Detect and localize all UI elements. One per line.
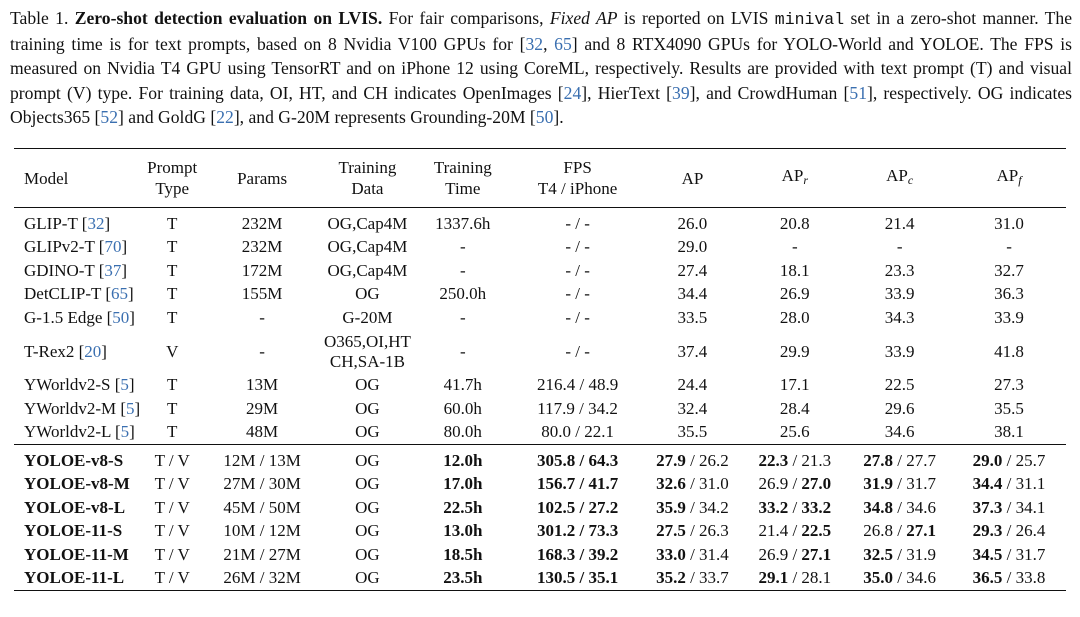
yoloe-rows: [14, 445, 1066, 591]
cell-ap-f: 36.3: [994, 284, 1024, 304]
cell-data: OG,Cap4M: [327, 260, 408, 280]
cell-ap-c: 31.9 / 31.7: [863, 474, 937, 494]
cell-ap-c: 33.9: [884, 341, 915, 361]
caption-title: Zero-shot detection evaluation on LVIS.: [74, 8, 383, 28]
cell-ap-r: 21.4 / 22.5: [758, 521, 832, 541]
cell-fps: - / -: [565, 237, 590, 257]
cell-data: OG: [355, 450, 380, 470]
cell-model: YOLOE-11-M: [24, 544, 129, 564]
cell-model: YOLOE-11-L: [24, 568, 125, 588]
value-visual-prompt: 34.6: [906, 568, 937, 588]
table-row: [14, 236, 1066, 260]
baseline-rows: [14, 208, 1066, 445]
cell-fps: - / -: [565, 307, 590, 327]
table-row: [14, 421, 1066, 445]
cell-time: 13.0h: [443, 521, 483, 541]
value-text-prompt: 34.4: [972, 474, 1003, 494]
cell-ap-r: 28.4: [779, 398, 810, 418]
citation-link[interactable]: 65: [111, 284, 129, 304]
citation-link[interactable]: 20: [84, 341, 102, 361]
cell-ap-f: 31.0: [994, 213, 1024, 233]
table-header: [14, 149, 1066, 208]
cell-ap-f: 35.5: [994, 398, 1024, 418]
cell-ap-r: 33.2 / 33.2: [758, 497, 832, 517]
cell-time: -: [459, 237, 466, 257]
header-text: AP: [886, 166, 908, 185]
value-text-prompt: 21.4: [758, 521, 789, 541]
cell-data: OG,Cap4M: [327, 213, 408, 233]
cell-data: OG: [355, 544, 380, 564]
value-text-prompt: 29.1: [758, 568, 789, 588]
cell-model: YOLOE-v8-M: [24, 474, 130, 494]
table-row: [14, 374, 1066, 398]
table-row: [14, 208, 1066, 236]
cell-ap-f: 34.4 / 31.1: [972, 474, 1046, 494]
cell-ap: 27.9 / 26.2: [656, 450, 729, 470]
cell-ap-c: -: [896, 237, 903, 257]
caption-text: ], and G-20M represents Grounding-20M [: [233, 106, 536, 127]
cell-model: YOLOE-v8-L: [24, 497, 126, 517]
cell-ap-r: 26.9 / 27.0: [758, 474, 832, 494]
model-name: DetCLIP-T [: [24, 284, 112, 304]
cell-ap: 32.6 / 31.0: [656, 474, 729, 494]
cell-model: [14, 208, 142, 236]
value-text-prompt: 35.0: [863, 568, 894, 588]
cell-fps: - / -: [565, 341, 590, 361]
cell-params: -: [259, 307, 265, 327]
cell-ap-r: 26.9: [779, 284, 810, 304]
value-visual-prompt: 34.2: [699, 497, 729, 517]
cell-fps: 305.8 / 64.3: [536, 450, 619, 470]
cell-fps: 156.7 / 41.7: [536, 474, 619, 494]
value-visual-prompt: 21.3: [801, 450, 832, 470]
table-row: [14, 543, 1066, 567]
cell-ap-f: 27.3: [994, 375, 1024, 395]
caption-text: ,: [543, 34, 555, 55]
bracket: ]: [128, 284, 134, 304]
cell-ap: 27.4: [677, 260, 708, 280]
header-ap-r: [742, 149, 847, 208]
model-name: YWorldv2-L [: [24, 422, 121, 442]
cell-params: -: [259, 341, 265, 361]
value-visual-prompt: 34.1: [1015, 497, 1046, 517]
caption-text: ] and 8 RTX4090 GPUs for YOLO-World and YOLOE. The FPS is measured on Nvidia T4 GPU using TensorRT and on iPhone 12 using CoreML, respectively. Results are provided with text prompt (T) and visual prompt (V) type. For training data, OI, HT, and CH indicates OpenImages [: [10, 34, 1073, 103]
cell-model: [14, 259, 142, 283]
cell-prompt: T / V: [154, 474, 190, 494]
cell-data: [322, 330, 413, 374]
cell-prompt: T: [167, 237, 178, 257]
cell-time: 22.5h: [443, 497, 483, 517]
cell-time: 250.0h: [439, 284, 487, 304]
value-visual-prompt: 27.1: [906, 521, 937, 541]
cell-prompt: T / V: [154, 544, 190, 564]
value-text-prompt: 33.0: [656, 544, 686, 564]
cell-data: OG: [355, 497, 380, 517]
cell-params: 155M: [241, 284, 283, 304]
table-row: [14, 283, 1066, 307]
cell-data: OG: [355, 284, 380, 304]
citation-link[interactable]: 5: [120, 422, 130, 442]
caption-text: ] and GoldG [: [118, 106, 217, 127]
cell-data: OG: [355, 422, 380, 442]
caption-text: ], and CrowdHuman [: [689, 82, 850, 103]
cell-ap-f: 34.5 / 31.7: [972, 544, 1046, 564]
value-visual-prompt: 26.3: [699, 521, 729, 541]
cell-model: [14, 236, 142, 260]
value-text-prompt: 26.8: [863, 521, 894, 541]
value-visual-prompt: 27.0: [801, 474, 832, 494]
header-ap-c: [847, 149, 952, 208]
header-text: T4 / iPhone: [537, 179, 618, 198]
header-subscript: r: [803, 173, 808, 187]
cell-ap-f: 29.3 / 26.4: [972, 521, 1046, 541]
citation-link[interactable]: 22: [216, 106, 234, 127]
cell-prompt: T / V: [154, 497, 190, 517]
header-subscript: c: [907, 173, 914, 187]
cell-data: OG: [355, 398, 380, 418]
cell-time: -: [459, 260, 466, 280]
cell-params: 10M / 12M: [223, 521, 301, 541]
header-text: Prompt: [147, 158, 198, 177]
caption-text: set in a zero-shot manner. The training time is for text prompts, based on 8 Nvidia V100 GPUs for [: [10, 8, 1073, 55]
bracket: ]: [129, 307, 135, 327]
cell-data: OG,Cap4M: [327, 237, 408, 257]
value-text-prompt: 27.5: [656, 521, 686, 541]
cell-ap-r: 29.1 / 28.1: [758, 568, 832, 588]
cell-ap-c: 23.3: [884, 260, 915, 280]
cell-params: 48M: [246, 422, 279, 442]
cell-prompt: T / V: [154, 450, 190, 470]
cell-model: [14, 306, 142, 330]
cell-ap-c: 26.8 / 27.1: [863, 521, 937, 541]
caption-text: ], respectively. OG indicates Objects365 [: [10, 82, 1072, 127]
cell-params: 232M: [241, 213, 283, 233]
model-name: GDINO-T [: [24, 260, 105, 280]
citation-link[interactable]: 5: [126, 398, 135, 418]
cell-params: 45M / 50M: [223, 497, 301, 517]
cell-ap: 33.0 / 31.4: [656, 544, 729, 564]
cell-prompt: T: [167, 213, 178, 233]
value-text-prompt: 26.9: [758, 544, 789, 564]
cell-ap: 26.0: [677, 213, 708, 233]
citation-link[interactable]: 51: [849, 82, 867, 103]
cell-ap-r: 22.3 / 21.3: [758, 450, 832, 470]
cell-ap-c: 34.3: [884, 307, 915, 327]
cell-prompt: T: [167, 260, 178, 280]
value-text-prompt: 32.6: [656, 474, 686, 494]
header-subscript: f: [1018, 173, 1022, 187]
value-text-prompt: 35.2: [656, 568, 686, 588]
cell-data: OG: [355, 568, 380, 588]
cell-params: 26M / 32M: [223, 568, 301, 588]
cell-time: 23.5h: [443, 568, 483, 588]
cell-ap-r: 18.1: [779, 260, 810, 280]
cell-model: [14, 330, 142, 374]
cell-ap: 34.4: [677, 284, 708, 304]
cell-time: 18.5h: [443, 544, 483, 564]
value-text-prompt: 35.9: [656, 497, 686, 517]
value-text-prompt: 29.0: [972, 450, 1003, 470]
caption-fixed-ap: Fixed AP: [549, 8, 618, 28]
citation-link[interactable]: 32: [525, 34, 544, 55]
cell-prompt: T: [167, 398, 178, 418]
cell-ap-c: 27.8 / 27.7: [863, 450, 937, 470]
header-training-time: [413, 149, 513, 208]
model-name: YWorldv2-S [: [24, 375, 121, 395]
cell-ap: 32.4: [677, 398, 708, 418]
value-text-prompt: 27.9: [656, 450, 686, 470]
citation-link[interactable]: 32: [87, 213, 105, 233]
cell-data: G-20M: [342, 307, 393, 327]
citation-link[interactable]: 50: [112, 307, 130, 327]
cell-ap-r: 26.9 / 27.1: [758, 544, 832, 564]
value-visual-prompt: 33.8: [1015, 568, 1046, 588]
value-visual-prompt: 31.0: [699, 474, 729, 494]
table-caption: [10, 6, 1072, 129]
header-training-data: [322, 149, 413, 208]
cell-time: 80.0h: [443, 422, 482, 442]
header-text: Training: [338, 158, 397, 177]
value-text-prompt: 34.5: [972, 544, 1003, 564]
bracket: ]: [129, 422, 135, 442]
cell-ap: 29.0: [677, 237, 708, 257]
header-ap: AP: [681, 168, 704, 188]
cell-fps: 301.2 / 73.3: [536, 521, 619, 541]
value-text-prompt: 31.9: [863, 474, 894, 494]
cell-model: [14, 374, 142, 398]
cell-ap-f: -: [1006, 237, 1012, 257]
cell-fps: 216.4 / 48.9: [536, 375, 619, 395]
value-text-prompt: 29.3: [972, 521, 1003, 541]
cell-ap-c: 34.6: [884, 422, 915, 442]
cell-ap-f: 37.3 / 34.1: [972, 497, 1046, 517]
value-visual-prompt: 26.4: [1015, 521, 1046, 541]
model-name: GLIPv2-T [: [24, 237, 105, 257]
value-text-prompt: 27.8: [863, 450, 894, 470]
cell-time: -: [459, 341, 466, 361]
value-visual-prompt: 31.7: [1015, 544, 1046, 564]
cell-ap-f: 32.7: [994, 260, 1024, 280]
cell-params: 27M / 30M: [223, 474, 301, 494]
results-table: [14, 148, 1066, 591]
cell-prompt: V: [166, 341, 179, 361]
value-visual-prompt: 25.7: [1015, 450, 1046, 470]
table-row: [14, 397, 1066, 421]
cell-ap-r: 28.0: [779, 307, 810, 327]
cell-prompt: T: [167, 375, 178, 395]
header-params: Params: [237, 168, 288, 188]
cell-prompt: T: [167, 422, 178, 442]
cell-ap-r: 25.6: [779, 422, 810, 442]
header-text: Training: [433, 158, 492, 177]
bracket: ]: [134, 398, 141, 418]
cell-ap: 35.2 / 33.7: [656, 568, 729, 588]
cell-ap: 27.5 / 26.3: [656, 521, 729, 541]
value-visual-prompt: 31.9: [906, 544, 937, 564]
table-row: [14, 567, 1066, 591]
cell-params: 21M / 27M: [223, 544, 301, 564]
value-text-prompt: 32.5: [863, 544, 894, 564]
cell-params: 232M: [241, 237, 283, 257]
value-visual-prompt: 31.4: [699, 544, 729, 564]
citation-link[interactable]: 39: [672, 82, 690, 103]
value-text-prompt: 36.5: [972, 568, 1003, 588]
value-visual-prompt: 33.2: [801, 497, 832, 517]
bracket: ]: [104, 213, 111, 233]
cell-ap-r: 29.9: [779, 341, 810, 361]
cell-ap-r: 20.8: [779, 213, 810, 233]
cell-model: YOLOE-11-S: [24, 521, 123, 541]
cell-ap-r: -: [791, 237, 798, 257]
table-row: [14, 496, 1066, 520]
value-visual-prompt: 34.6: [906, 497, 937, 517]
cell-ap: 24.4: [677, 375, 708, 395]
value-visual-prompt: 27.7: [906, 450, 937, 470]
cell-ap: 35.5: [677, 422, 708, 442]
value-visual-prompt: 26.2: [699, 450, 729, 470]
cell-model: [14, 421, 142, 445]
cell-ap-f: 41.8: [994, 341, 1024, 361]
cell-prompt: T / V: [154, 568, 190, 588]
cell-data: OG: [355, 375, 380, 395]
value-text-prompt: 37.3: [972, 497, 1003, 517]
cell-ap: 35.9 / 34.2: [656, 497, 729, 517]
cell-prompt: T: [167, 307, 178, 327]
cell-ap: 33.5: [677, 307, 708, 327]
cell-data: OG: [355, 521, 380, 541]
caption-text: ].: [553, 106, 564, 127]
cell-time: 41.7h: [443, 375, 482, 395]
table-row: [14, 306, 1066, 330]
cell-params: 172M: [241, 260, 283, 280]
citation-link[interactable]: 5: [120, 375, 129, 395]
bracket: ]: [121, 260, 128, 280]
cell-prompt: T: [167, 284, 178, 304]
table-row: [14, 473, 1066, 497]
cell-fps: - / -: [565, 213, 590, 233]
value-visual-prompt: 31.7: [906, 474, 937, 494]
cell-time: 1337.6h: [435, 213, 491, 233]
value-visual-prompt: 27.1: [801, 544, 832, 564]
cell-model: [14, 283, 142, 307]
caption-text: ], HierText [: [581, 82, 673, 103]
value-text-prompt: 33.2: [758, 497, 789, 517]
value-text-prompt: 26.9: [758, 474, 789, 494]
table-row: [14, 330, 1066, 374]
value-visual-prompt: 22.5: [801, 521, 832, 541]
table-row: [14, 445, 1066, 473]
cell-ap-c: 22.5: [884, 375, 915, 395]
citation-link[interactable]: 37: [104, 260, 122, 280]
caption-prefix: Table 1.: [10, 8, 69, 28]
model-name: GLIP-T [: [24, 213, 88, 233]
header-prompt-type: [142, 149, 202, 208]
cell-prompt: T / V: [154, 521, 190, 541]
cell-ap-c: 34.8 / 34.6: [863, 497, 937, 517]
cell-fps: 130.5 / 35.1: [536, 568, 619, 588]
citation-link[interactable]: 52: [100, 106, 118, 127]
cell-ap-f: 36.5 / 33.8: [972, 568, 1046, 588]
cell-time: -: [459, 307, 466, 327]
header-text: AP: [996, 166, 1019, 185]
cell-ap: 37.4: [677, 341, 708, 361]
cell-ap-c: 32.5 / 31.9: [863, 544, 937, 564]
bracket: ]: [128, 375, 135, 395]
cell-time: 60.0h: [443, 398, 482, 418]
cell-data: OG: [355, 474, 380, 494]
caption-text: For fair comparisons,: [388, 8, 544, 28]
citation-link[interactable]: 65: [554, 34, 572, 55]
header-fps: [513, 149, 643, 208]
cell-data-line: O365,OI,HT: [324, 331, 411, 351]
cell-time: 17.0h: [443, 474, 483, 494]
cell-params: 12M / 13M: [223, 450, 301, 470]
cell-ap-f: 29.0 / 25.7: [972, 450, 1046, 470]
model-name: T-Rex2 [: [24, 341, 85, 361]
cell-fps: 117.9 / 34.2: [537, 398, 618, 418]
header-text: Time: [445, 179, 481, 198]
cell-params: 29M: [246, 398, 279, 418]
caption-minival: minival: [774, 10, 845, 29]
cell-fps: 80.0 / 22.1: [541, 422, 614, 442]
header-model: Model: [24, 168, 69, 188]
cell-ap-r: 17.1: [779, 375, 810, 395]
value-visual-prompt: 31.1: [1015, 474, 1046, 494]
citation-link[interactable]: 24: [563, 82, 582, 103]
value-visual-prompt: 33.7: [699, 568, 729, 588]
model-name: G-1.5 Edge [: [24, 307, 113, 327]
header-text: AP: [781, 166, 804, 185]
header-text: Type: [155, 179, 190, 198]
cell-ap-c: 29.6: [884, 398, 915, 418]
caption-text: is reported on LVIS: [623, 8, 769, 28]
cell-ap-c: 35.0 / 34.6: [863, 568, 937, 588]
cell-fps: - / -: [565, 260, 590, 280]
table-row: [14, 520, 1066, 544]
cell-data-line: CH,SA-1B: [329, 351, 405, 371]
cell-ap-c: 33.9: [884, 284, 915, 304]
value-text-prompt: 34.8: [863, 497, 894, 517]
cell-params: 13M: [246, 375, 279, 395]
cell-ap-f: 38.1: [994, 422, 1024, 442]
cell-model: YOLOE-v8-S: [24, 450, 124, 470]
bracket: ]: [101, 341, 107, 361]
cell-model: [14, 397, 142, 421]
header-ap-f: [952, 149, 1066, 208]
cell-fps: 102.5 / 27.2: [536, 497, 619, 517]
model-name: YWorldv2-M [: [24, 398, 127, 418]
cell-ap-c: 21.4: [884, 213, 915, 233]
cell-time: 12.0h: [443, 450, 483, 470]
citation-link[interactable]: 70: [104, 237, 122, 257]
header-text: Data: [351, 179, 384, 198]
header-text: FPS: [563, 158, 592, 177]
citation-link[interactable]: 50: [535, 106, 554, 127]
value-text-prompt: 22.3: [758, 450, 789, 470]
bracket: ]: [121, 237, 128, 257]
cell-fps: 168.3 / 39.2: [536, 544, 619, 564]
table-row: [14, 259, 1066, 283]
cell-ap-f: 33.9: [994, 307, 1024, 327]
value-visual-prompt: 28.1: [801, 568, 832, 588]
cell-fps: - / -: [565, 284, 590, 304]
